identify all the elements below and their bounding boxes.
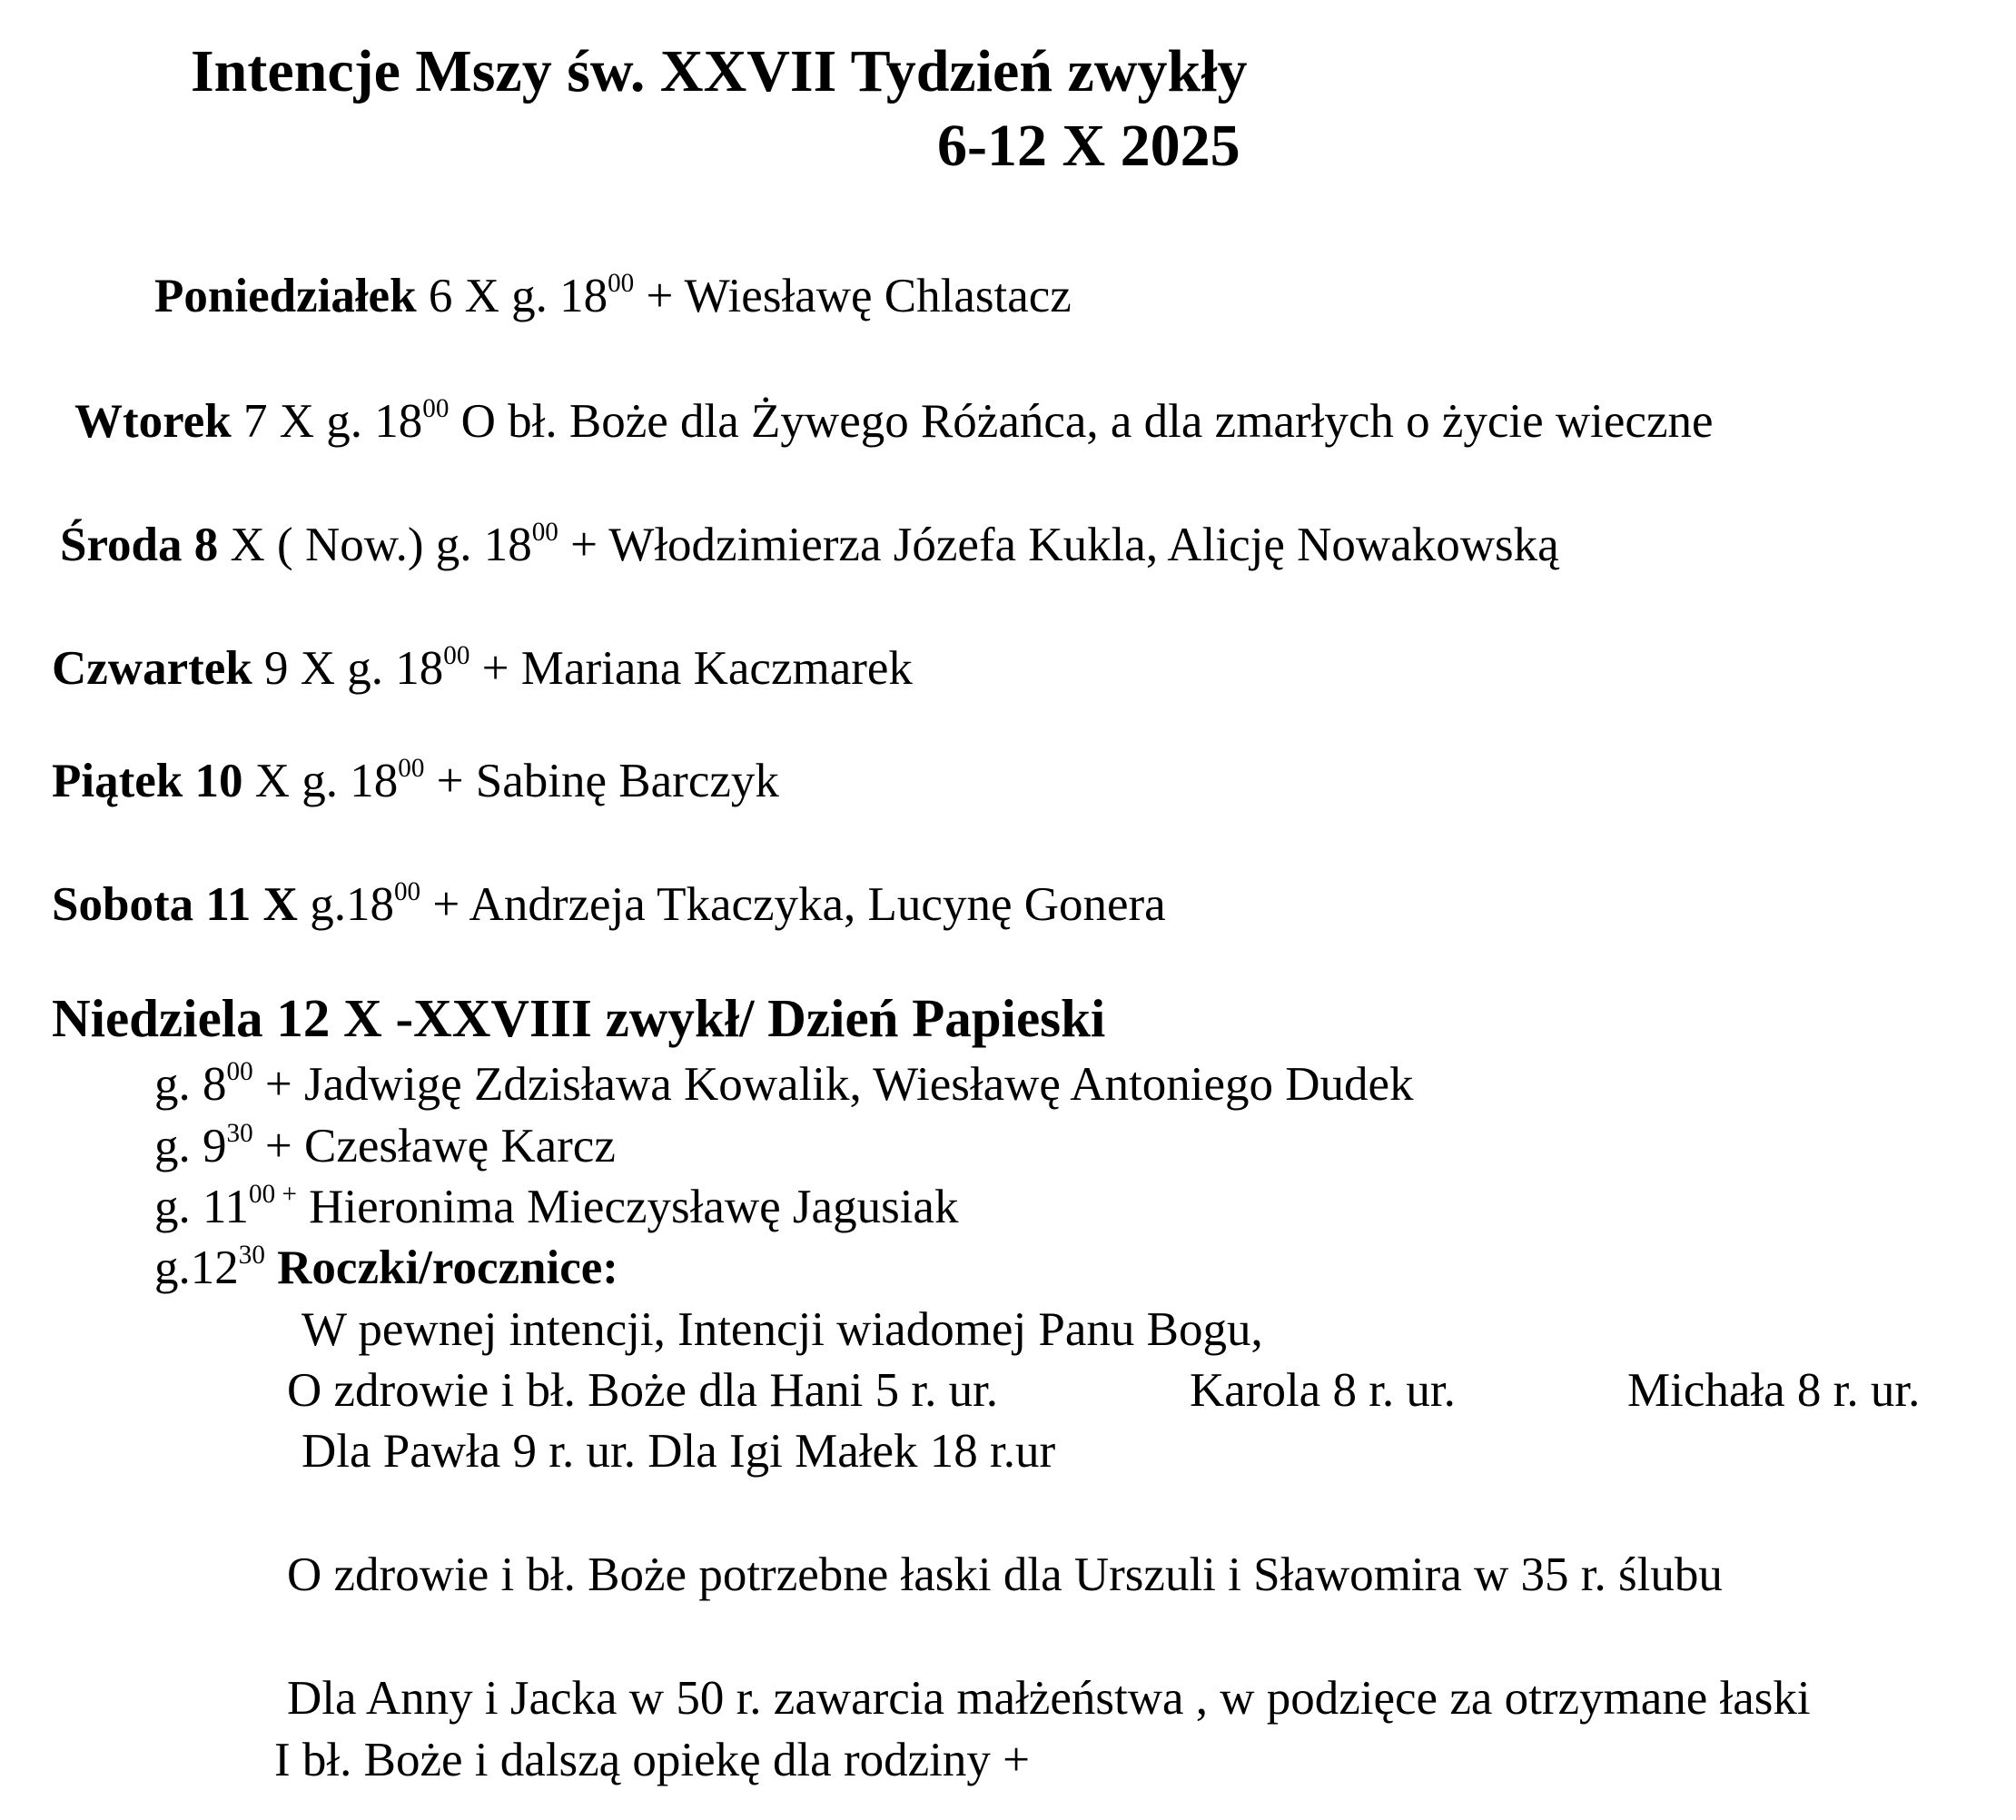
- roczki-line-1: W pewnej intencji, Intencji wiadomej Panu Bogu,: [301, 1303, 1263, 1356]
- mass-time: g.12: [154, 1241, 239, 1294]
- date-time: X ( Now.) g. 18: [218, 519, 532, 571]
- mass-time: g. 9: [154, 1120, 227, 1172]
- time-minutes: 00 +: [249, 1180, 297, 1210]
- intention-text: + Włodzimierza Józefa Kukla, Alicję Nowakowską: [558, 519, 1559, 571]
- day-name: Piątek 10: [52, 755, 243, 807]
- time-minutes: 00: [398, 754, 425, 784]
- day-name: Sobota 11 X: [52, 878, 298, 931]
- time-minutes: 00: [422, 394, 450, 424]
- title-line-1: Intencje Mszy św. XXVII Tydzień zwykły: [191, 38, 1248, 104]
- intention-text: + Andrzeja Tkaczyka, Lucynę Gonera: [420, 878, 1166, 931]
- mass-time: g. 11: [154, 1181, 250, 1233]
- sunday-mass-930: [154, 1119, 616, 1172]
- roczki-line-2c: Michała 8 r. ur.: [1627, 1364, 1921, 1417]
- sunday-mass-11: [154, 1180, 959, 1233]
- intention-text: Hieronima Mieczysławę Jagusiak: [296, 1181, 959, 1233]
- mass-time: g. 8: [154, 1058, 227, 1111]
- weekday-thursday: [52, 641, 913, 695]
- intention-text: O bł. Boże dla Żywego Różańca, a dla zmarłych o życie wieczne: [449, 395, 1714, 448]
- date-time: 6 X g. 18: [416, 270, 608, 322]
- date-time: 7 X g. 18: [231, 395, 423, 448]
- date-time: X g. 18: [242, 755, 399, 807]
- day-name: Środa 8: [60, 519, 219, 571]
- sunday-heading: Niedziela 12 X -XXVIII zwykł/ Dzień Papieski: [52, 988, 1106, 1048]
- roczki-line-3: Dla Pawła 9 r. ur. Dla Igi Małek 18 r.ur: [301, 1425, 1056, 1478]
- intention-text: + Sabinę Barczyk: [424, 755, 779, 807]
- weekday-monday: [154, 269, 1072, 322]
- sunday-mass-1230: [154, 1241, 618, 1294]
- date-time: 9 X g. 18: [252, 642, 444, 695]
- day-name: Wtorek: [74, 395, 232, 448]
- roczki-label: Roczki/rocznice:: [277, 1241, 618, 1294]
- roczki-line-5: Dla Anny i Jacka w 50 r. zawarcia małżeństwa , w podzięce za otrzymane łaski: [287, 1672, 1811, 1725]
- roczki-line-2a: O zdrowie i bł. Boże dla Hani 5 r. ur.: [287, 1364, 999, 1417]
- time-minutes: 00: [393, 877, 421, 907]
- date-time: g.18: [297, 878, 394, 931]
- title-line-2: 6-12 X 2025: [937, 113, 1240, 179]
- weekday-wednesday: [60, 518, 1559, 571]
- intention-text: + Mariana Kaczmarek: [469, 642, 913, 695]
- intention-text: + Czesławę Karcz: [252, 1120, 616, 1172]
- roczki-line-4: O zdrowie i bł. Boże potrzebne łaski dla Urszuli i Sławomira w 35 r. ślubu: [287, 1548, 1723, 1601]
- time-minutes: 00: [443, 641, 470, 671]
- day-name: Poniedziałek: [154, 270, 417, 322]
- time-minutes: 00: [226, 1057, 253, 1087]
- time-minutes: 00: [531, 518, 558, 548]
- intention-text: + Jadwigę Zdzisława Kowalik, Wiesławę Antoniego Dudek: [252, 1058, 1414, 1111]
- roczki-line-2b: Karola 8 r. ur.: [1190, 1364, 1456, 1417]
- time-minutes: 30: [226, 1119, 253, 1149]
- time-minutes: 30: [238, 1241, 265, 1271]
- weekday-saturday: [52, 877, 1166, 931]
- intention-text: + Wiesławę Chlastacz: [634, 270, 1072, 322]
- intention-text: [265, 1241, 277, 1294]
- roczki-line-6: I bł. Boże i dalszą opiekę dla rodziny +: [274, 1734, 1030, 1786]
- weekday-tuesday: [74, 394, 1714, 448]
- time-minutes: 00: [608, 269, 635, 299]
- sunday-mass-8: [154, 1057, 1414, 1111]
- weekday-friday: [52, 754, 779, 807]
- day-name: Czwartek: [52, 642, 252, 695]
